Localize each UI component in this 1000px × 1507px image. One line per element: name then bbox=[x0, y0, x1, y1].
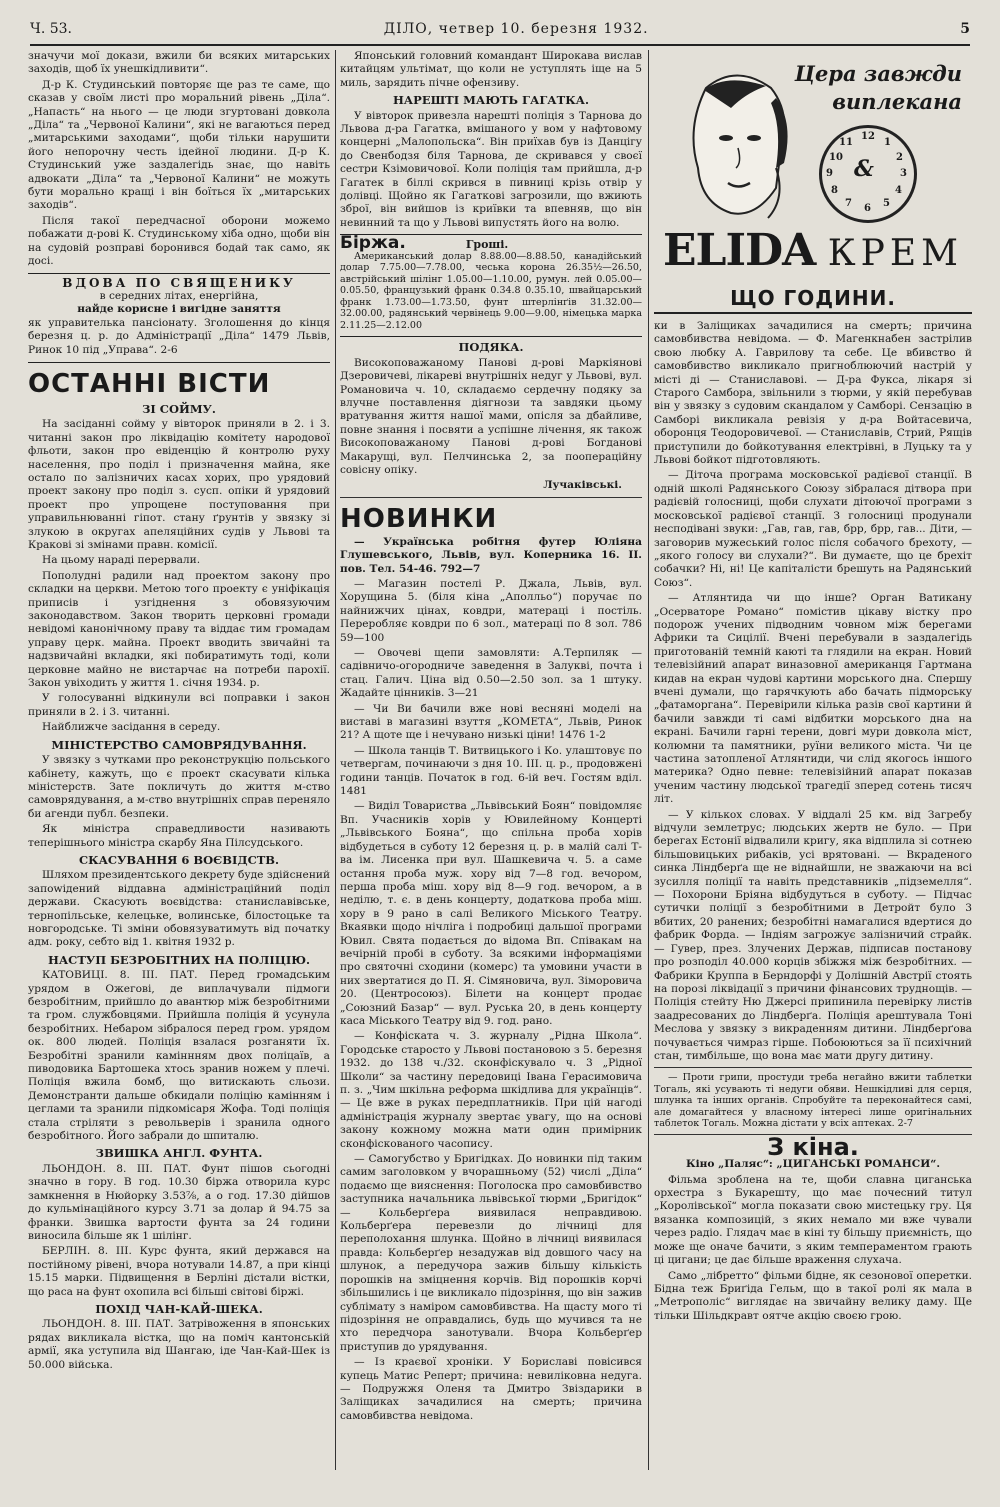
section-heading: НОВИНКИ bbox=[340, 503, 498, 534]
article-title: НАСТУП БЕЗРОБІТНИХ НА ПОЛІЦІЮ. bbox=[47, 952, 311, 967]
column-2 bbox=[340, 50, 642, 1480]
paragraph: На засіданні сойму у вівторок приняли в 2. і 3. читанні закон про ліквідацію комітету народової фльоти, закон про евіденцію й контролю руху населення, про поділ і призначення майна, яке остало по залізничих касах хорих, про урядовий проект закону про поділ з. сусп. опіки й урядовий проект про упрощене поступовання при управильнюванні гіпот. стану ґрунтів у звязку зі злукою в округах апеляційних судів у Львові та Кракові зі змінами правн. комісії. bbox=[28, 418, 330, 551]
clock-numeral: 3 bbox=[900, 168, 907, 179]
exchange-body: Американський долар 8.88.00—8.88.50, канадійський долар 7.75.00—7.78.00, чеська корона 26.35½—26.50, австрійський шілінг 1.05.00—1.10.00, румун. лей 0.05.00—0.05.50, французький франк 0.34.8 0.35.10, швайцарський франк 1.73.00—1.73.50, фунт штерлінґів 31.32.00—32.00.00, радянський червінець 9.00—9.00, німецька марка 2.11.25—2.12.00 bbox=[340, 250, 642, 331]
clock-numeral: 1 bbox=[884, 137, 891, 148]
column-1 bbox=[28, 50, 330, 1480]
article-title: МІНІСТЕРСТВО САМОВРЯДУВАННЯ. bbox=[51, 737, 307, 752]
paragraph: Пополудні радили над проектом закону про складки на церкви. Метою того проекту є уніфікація приписів і узгіднення з обовязуючим законодавством. Закон творить церковні громади невідомі канонічному праву та віддає тим громадам управу церк. майна. Проект вводить звичайні та надзвичайні вкладки, які побиратимуть тоді, коли церковне майно не вистарчає на потреби парохії. Закон увіходить у життя 1. січня 1934. р. bbox=[28, 569, 330, 690]
ad-slogan-line: виплекана bbox=[832, 89, 962, 114]
page-header bbox=[30, 14, 970, 46]
article-title: НАРЕШТІ МАЮТЬ ГАГАТКА. bbox=[392, 93, 590, 108]
woman-portrait-illustration bbox=[676, 68, 796, 223]
clock-numeral: 11 bbox=[839, 137, 853, 148]
news-item: — У кількох словах. У віддалі 25 км. від Загребу відчули землетрус; людських жертв не було. — При берегах Естонії відвалили кригу, яка відплила зі сотнею більшовицьких рибаків, усі врятовані. — Вкраденого синка Ліндберґа ще не віднайшли, не зважаючи на всі зусилля поліції та навіть представників „підземелля“. — Похорони Бріяна відбудуться в суботу. — Підчас сутички поліції з безробітними в Детройт було 3 вбитих, 20 ранених; безробітні намагалися вдертися до фабрик Форда. — Індіям загрожує залізничий страйк. — Гувер, през. Злучених Держав, підписав постанову про розподіл 40.000 корців збіжжя між безробітних. — Фабрики Круппа в Берндорфі у Долішній Австрії стоять на порозі ліквідації з причини фінансових труднощів. — Поліція стейту Ню Джерсі припинила перевірку листів заадресованих до Ліндберґа. Поліція арештувала Тоні Меслова у звязку з викраденням дитини. Ліндберґова почувається чимраз гірше. Побоюються за її психічний стан, тимбільше, що вона має мати другу дитину. bbox=[654, 808, 972, 1062]
product-name: КРЕМ bbox=[827, 233, 964, 274]
news-item: — Із краєвої хроніки. У Бориславі повісився купець Матис Реперт; причина: невиліковна недуга. — Подружжя Оленя та Дмитро Звіздарики в Заліщиках зачадилися на смерть; причина самовбивства невідома. bbox=[340, 1356, 642, 1422]
paragraph: Найближче засідання в середу. bbox=[42, 721, 221, 734]
signature: Лучаківські. bbox=[543, 479, 622, 492]
paragraph: ЛЬОНДОН. 8. ІІІ. ПАТ. Затрівоження в японських рядах викликала вістка, що на поміч кантонській армії, яка уступила від Шангаю, іде Чан-Кай-Шек із 50.000 війська. bbox=[28, 1318, 330, 1371]
article-title: ПОДЯКА. bbox=[458, 340, 524, 355]
paragraph: У голосуванні відкинули всі поправки і закон приняли в 2. і 3. читанні. bbox=[28, 692, 330, 718]
ad-line: найде корисне і вигідне заняття bbox=[77, 303, 281, 316]
clock-numeral: 10 bbox=[829, 152, 843, 163]
exchange-rates bbox=[340, 234, 642, 337]
ad-slogan-line: Цера завжди bbox=[794, 61, 962, 86]
news-item: — Конфіската ч. 3. журналу „Рідна Школа“. Городське старосто у Львові постановою з 5. березня 1932. до 138 ч./32. сконфіскувало ч. 3 „Рідної Школи“ за частину передовиці Івана Герасимовича п. з. „Чим шкільна реформа шкідлива для українців“. — Це вже в руках передплатників. При цій нагоді адміністрація журналу звертає увагу, що на основі закону кожному можна мати один примірник сконфіскованого часопису. bbox=[340, 1030, 642, 1150]
news-item: — Українська робітня футер Юліяна Глушевського, Львів, вул. Коперника 16. II. пов. Тел. 54-46. 792—7 bbox=[340, 535, 642, 575]
article-title: Кіно „Паляс“: „ЦИГАНСЬКІ РОМАНСИ“. bbox=[685, 1158, 941, 1171]
ad-slogan bbox=[795, 60, 962, 116]
article-title: ЗІ СОЙМУ. bbox=[142, 401, 216, 416]
section-heading: З кіна. bbox=[767, 1132, 859, 1161]
clock-numeral: 4 bbox=[895, 185, 902, 196]
paragraph: Японський головний командант Широкава вислав китайцям ультімат, що коли не уступлять іще на 5 миль, зарядить пічне офензиву. bbox=[340, 50, 642, 89]
column-3 bbox=[654, 320, 972, 1485]
paragraph: Після такої передчасної оборони можемо побажати д-рові К. Студинському хіба одно, щоби він на судовій розправі боронився бодай так само, як досі. bbox=[28, 214, 330, 268]
clock-numeral: 5 bbox=[883, 198, 890, 209]
clock-numeral: 2 bbox=[896, 152, 903, 163]
clock-numeral: 9 bbox=[826, 168, 833, 179]
brand-name: ELIDA bbox=[662, 225, 816, 276]
column-rule bbox=[335, 50, 336, 1470]
paragraph: Само „лібретто“ фільми бідне, як сезонової оперетки. Бідна теж Бриґіда Гельм, що в такої ролі як мала в „Метрополіс“ виглядає на звичайну велику даму. Ще тільки Шільдкрaвт оятче акцію своєю грою. bbox=[654, 1269, 972, 1322]
paragraph: Д-р К. Студинський повторяє ще раз те саме, що сказав у своїм листі про моральний рівень „Діла“. „Напасть“ на нього — це люди згуртовані довкола „Діла“ та „Червоної Калини“, які не вагаються перед „митарськими заходами“, щоби тільки нарушити його непорочну честь ідейної людини. Д-р К. Студинський уже заздалегідь знає, що навіть адвокати „Діла“ та „Червоної Калини“ не можуть бути морально кращі і він боїться їх „митарських заходів“. bbox=[28, 78, 330, 212]
clock-numeral: 8 bbox=[831, 185, 838, 196]
article-title: ПОХІД ЧАН-КАЙ-ШЕКА. bbox=[95, 1301, 263, 1316]
elida-advertisement bbox=[654, 50, 972, 314]
exchange-subtitle: Гроші. bbox=[465, 238, 509, 252]
paragraph: КАТОВИЦІ. 8. ІІІ. ПАТ. Перед громадським урядом в Ожегові, де виплачували підмоги безробітним, прийшло до авантюр між безробітними та гром. службовцями. Прийшла поліція й усунула безробітних. Небаром зібралося перед гром. урядом ок. 800 людей. Поліція взалася розганяти їх. Безробітні зранили каміннням двох поліцаїв, а пиводовика Бартошека хтось зранив ножем у плечі. Поліція вжила бомб, що витискають сльози. Демонстранти дальше обкидали поліцію камінням і цеглами та зранили підкомісаря Жофа. Тоді поліція стала стріляти з револьверів і зранила одного безробітного. Його забрали до шпиталю. bbox=[28, 969, 330, 1143]
masthead-date: ДІЛО, четвер 10. березня 1932. bbox=[383, 21, 649, 37]
divider bbox=[654, 1067, 972, 1068]
tonic-ad: — Проти грипи, простуди треба негайно вжити таблетки Тогаль, які усувають ті недуги обяви. Нешкідливі для серця, шлунка та інших органів. Спробуйте та переконайтеся самі, але домагайтеся у власному інтересі лише оригінальних таблеток Тогаль. Можна дістати у всіх аптеках. 2-7 bbox=[654, 1072, 972, 1130]
paragraph: БЕРЛІН. 8. ІІІ. Курс фунта, який держався на постійному рівені, вчора нотували 14.87, а при кінці 15.15 марки. Підвищення в Берліні дістали вістки, що раса на фунт охопила всі більші світові біржі. bbox=[28, 1245, 330, 1298]
clock-numeral: 12 bbox=[861, 131, 875, 142]
news-item: — Чи Ви бачили вже нові весняні моделі на виставі в магазині взуття „КОМЕТА“, Львів, Ринок 21? А щоте ще і нечувано низькі ціни! 1476 1-2 bbox=[340, 702, 642, 742]
news-item: — Атлянтида чи що інше? Орган Ватикану „Осерваторе Романо“ помістив цікаву вістку про подорож учених підводним човном між берегами Африки та Сицілії. Вчені перебували в заздалегідь приготованій темній каюті та глядили на екран. Новий телевізійний апарат виназовної американця Гартмана кидав на екран чудові картини морського дна. Спершу вчені думали, що гарячкують або бачать підморську „фатаморгана“. Перевірили кілька разів свої картини й бачили завжди ті самі відбитки морського дна на екрані. Бачили гарні терени, довгі мури довкола міст, колюмни та памятники, руїни великого міста. Чи це частина затопленої Атлянтиди, чи слід якогось іншого материка? Одно певне: телевізійний апарат показав ученим частину людської трагедії зперед сотень тисяч літ. bbox=[654, 592, 972, 806]
issue-number: Ч. 53. bbox=[30, 21, 72, 37]
news-item: — Діточа програма московської радієвої станції. В одній школі Радянського Союзу зібралася дітвора при радієвій голосниці, щоби слухати дітоючої програми з московської радієвої станції. З голосниці продунали несподівані звуки: „Гав, гав, гав, брр, брр, гав... Діти, — заговорив мужеський голос після собачого брехоту, — „якого голосу ви слухали?“. Ви думаєте, що це брехіт собачки? Ні, ні! Це капіталісти брешуть на Радянський Союз“. bbox=[654, 469, 972, 589]
article-title: СКАСУВАННЯ 6 ВОЄВІДСТВ. bbox=[78, 852, 280, 867]
paragraph: значучи мої докази, вжили би всяких митарських заходів, щоб їх унешкідливити“. bbox=[28, 50, 330, 76]
divider bbox=[340, 497, 642, 498]
news-item: — Школа танців Т. Витвицького і Ко. улаштовує по четвергам, починаючи з дня 10. ІІІ. ц. р., продовжені години танців. Початок в год. 6-ій веч. Гостям вділ. 1481 bbox=[340, 744, 642, 798]
ad-title: ВДОВА ПО СВЯЩЕНИКУ bbox=[62, 275, 296, 290]
article-title: ЗВИШКА АНГЛ. ФУНТА. bbox=[95, 1146, 263, 1161]
ampersand-mark: & bbox=[854, 156, 874, 182]
news-item: — Самогубство у Бригідках. До новинки під таким самим заголовком у вчорашньому (52) числі „Діла“ подаємо ще вияснення: Поголоска про самовбивство заступника начальника львівської тюрми „Бригідок“ — Кольберґера виявилася неправдивою. Кольберґера перевезли до лічниці для переполохання шлунка. Щойно в лічниці виявилася правда: Кольберґер незадужав від довшого часу на шлунок, а передучора зажив більшу кількість порошків на зміцнення корчів. Від порошків корчі збільшились і це викликало підозріння, що він зажив сублімату з наміром самовбивства. На щасту мого ті підозріння не оправдались, будь що мучився та не хто передчора занотували. Вчора Кольберґер приступив до урядування. bbox=[340, 1153, 642, 1353]
news-item: — Виділ Товариства „Львівський Боян“ повідомляє Вп. Учасників хорів у Ювилейному Концерті „Львівського Бояна“, що спільна проба хорів відбудеться в суботу 12 березня ц. р. в малій салі Т-ва ім. Лисенка при вул. Шашкевича ч. 5. а саме остання проба муж. хору від 7—8 год. вечором, перша проба міш. хору від 8—9 год. вечором, а в неділю, т. є. в день концерту, додаткова проба міш. хору в 9 рано в салі Великого Міського Театру. Вкаявки щодо нічліга і подробиці дальшої програми Ювил. Свята подається до відома Вп. Співакам на вечірній пробі в суботу. За всякими інформаціями про святочні сходини (комерс) та умовини участи в них звертатися до П. Я. Сімяновича, вул. Зіморовича 20. (Центросоюз). Білети на концерт продає „Союзний Базар“ — вул. Руська 20, в день концерту каса Міського Театру від 9. год. рано. bbox=[340, 800, 642, 1027]
ad-line: в середних літах, енергійна, bbox=[99, 289, 259, 302]
ad-body: як управителька пансіонату. Зголошення до кінця березня ц. р. до Адміністрації „Діла“ 1479 Львів, Ринок 10 під „Управа“. 2-6 bbox=[28, 316, 330, 356]
news-item: — Овочеві щепи замовляти: А.Терпиляк — садівничо-огородниче заведення в Залукві, почта і стац. Галич. Ціна від 0.50—2.50 зол. за 1 штуку. Жадайте цінників. 3—21 bbox=[340, 647, 642, 700]
classified-ad bbox=[28, 273, 330, 363]
paragraph: Як міністра справедливости називають теперішнього міністра скарбу Яна Пілсудського. bbox=[28, 823, 330, 849]
news-item: — Магазин постелі Р. Джала, Львів, вул. Хорущина 5. (біля кіна „Аполльо“) поручає по найнижчих цінах, ковдри, матераці і постіль. Переробляє ковдри по 6 зол., матераці по 8 зол. 786 59—100 bbox=[340, 577, 642, 644]
paragraph: У звязку з чутками про реконструкцію польського кабінету, кажуть, що є проект скасувати кілька міністерств. Зате покличуть до життя м-ство самоврядування, а м-ство внутрішніх справ переняло би агенди публ. безпеки. bbox=[28, 754, 330, 820]
paragraph: ки в Заліщиках зачадилися на смерть; причина самовбивства невідома. — Ф. Магенкнабен застрілив свою любку А. Гаврилову та себе. Це вбивство й самовбивство викликало пригноблюючий настрій у місті ді — Станиславові. — Д-ра Фукса, лікаря зі Старого Самбора, звільнили з тюрми, у якій перебував він у звязку з судовим скандалом у Самборі. Сензацію в Самборі викликала ревізія у д-ра Войтасевича, оборонця Теодоровичевої. — Станиславів, Стрий, Рящів приступили до бойкотування електрівні, в Луцьку та у Львові бойкот підготовляють. bbox=[654, 320, 972, 467]
paragraph: На цьому нараді перервали. bbox=[42, 554, 201, 567]
exchange-title: Біржа. bbox=[340, 233, 406, 254]
ad-subline: ЩО ГОДИНИ. bbox=[730, 286, 896, 310]
column-rule bbox=[648, 50, 649, 1470]
clock-numeral: 7 bbox=[845, 198, 852, 209]
clock-icon bbox=[819, 125, 917, 223]
clock-numeral: 6 bbox=[864, 203, 871, 214]
section-heading: ОСТАННІ ВІСТИ bbox=[28, 368, 271, 399]
paragraph: ЛЬОНДОН. 8. ІІІ. ПАТ. Фунт пішов сьогодні значно в гору. В год. 10.30 біржа отворила курс замкнення в Нюйорку 3.53⅞, а о год. 17.30 дійшов до кульмінаційного курсу 3.71 за долар й 94.75 за франки. Звишка вартости фунта за 24 години виносила більше як 1 шілінг. bbox=[28, 1162, 330, 1242]
paragraph: У вівторок привезла нарешті поліція з Тарнова до Львова д-ра Гагатка, вмішаного у вом у нафтовому концерні „Малопольска“. Він приїхав був із Данцігу до Свенбодзя біля Тарнова, де скривався у своєї сестри Кзімовичової. Коли поліція там прийшла, д-р Гагатек в біллі скрився в пивниці крізь отвір у долівці. Щойно як Гагаткові загрозили, що вжиють зброї, він вийшов із криївки та впевняв, що він невинний та що у Львові випустять його на волю. bbox=[340, 109, 642, 229]
paragraph: Фільма зроблена на те, щоби славна циганська орхестра з Букарешту, що має почесний титул „Королівської“ могла показати свою мистецьку гру. Ця вязанка композицій, з яких немало ми вже чували через радіо. Глядач має в кіні ту більшу приємність, що може ще оначе бачити, з яким темпераментом грають ці цигани; це дає більше враження слухача. bbox=[654, 1173, 972, 1267]
paragraph: Високоповажаному Панові д-рові Маркіянові Дзеровичеві, лікареві внутрішніх недуг у Львові, вул. Романовича ч. 10, складаємо сердечну подяку за влучне поставлення діягнози та завдяки цьому вратування життя нашої мами, опісля за дбайливе, повне знання і посвяти а успішне лічення, як також Високоповажаному Панові д-рові Богданові Макарущі, вул. Пелчинська 2, за пooперaційну совісну опіку. bbox=[340, 356, 642, 476]
page-number: 5 bbox=[960, 21, 970, 37]
ad-brand-line bbox=[658, 225, 968, 276]
paragraph: Шляхом президентського декрету буде здійснений запowідений віддавна адміністраційний поділ держави. Скасують воєвідства: станиславівське, тернопільське, келецьке, волинське, білостоцьке та новгородське. Ті зміни обовязуватимуть від початку адм. року, себто від 1. квітня 1932 р. bbox=[28, 869, 330, 949]
